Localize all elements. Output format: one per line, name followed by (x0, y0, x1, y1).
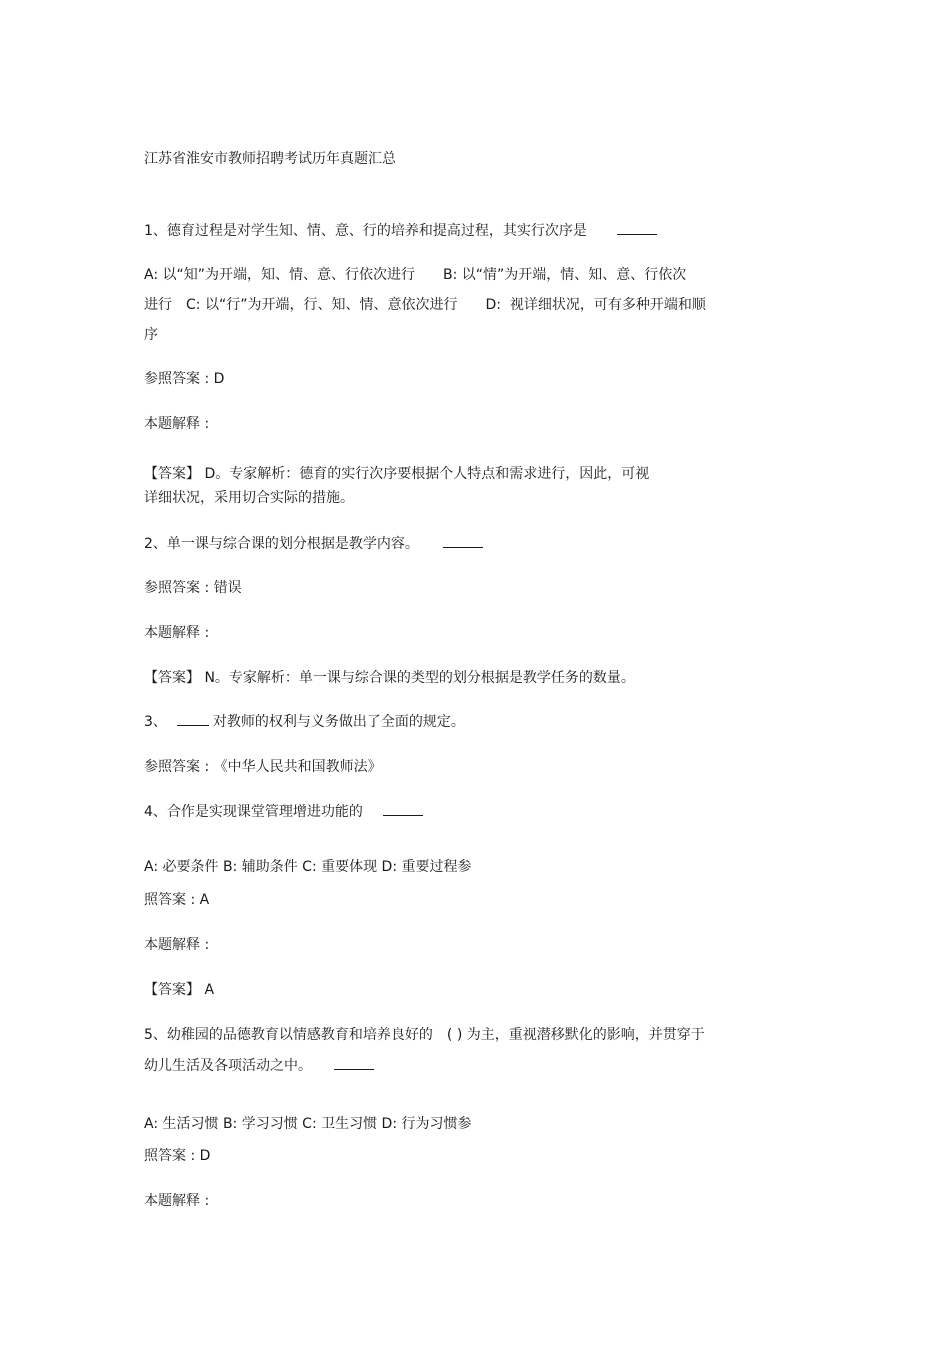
question-5-explain-label: 本题解释 : (144, 1193, 210, 1209)
question-2-explain-label: 本题解释 : (144, 625, 210, 641)
question-2-answer: 参照答案 : 错误 (144, 580, 242, 596)
question-4-option-line: A: 必要条件 B: 辅助条件 C: 重要体现 D: 重要过程参 (144, 859, 472, 875)
question-4-explain-label: 本题解释 : (144, 937, 210, 953)
question-1-explain-line: 【答案】 D。专家解析：德育的实行次序要根据个人特点和需求进行，因此，可视 (144, 466, 650, 482)
question-1-explain-line: 详细状况，采用切合实际的措施。 (144, 490, 354, 506)
question-1-option-line: 进行 C: 以“行”为开端，行、知、情、意依次进行 D: 视详细状况，可有多种开端和顺 (144, 297, 706, 313)
question-3-stem: 3、 对教师的权利与义务做出了全面的规定。 (144, 714, 465, 730)
question-2-stem: 2、单一课与综合课的划分根据是教学内容。 (144, 535, 483, 553)
question-4-explain-line: 【答案】 A (144, 982, 215, 998)
question-1-option-line: A: 以“知”为开端，知、情、意、行依次进行 B: 以“情”为开端，情、知、意、行依次 (144, 267, 687, 283)
answer-blank (177, 713, 209, 726)
question-5-option-line: A: 生活习惯 B: 学习习惯 C: 卫生习惯 D: 行为习惯参 (144, 1116, 472, 1132)
question-5-stem-line: 5、幼稚园的品德教育以情感教育和培养良好的 ( ) 为主，重视潜移默化的影响，并贯穿于 (144, 1027, 705, 1043)
question-5-option-line: 照答案 : D (144, 1148, 211, 1164)
question-5-stem-line: 幼儿生活及各项活动之中。 (144, 1057, 374, 1075)
question-1-explain-label: 本题解释 : (144, 416, 210, 432)
answer-blank (383, 803, 423, 816)
answer-blank (334, 1057, 374, 1070)
answer-blank (443, 535, 483, 548)
question-1-option-line: 序 (144, 327, 158, 343)
question-2-explain-line: 【答案】 N。专家解析：单一课与综合课的类型的划分根据是教学任务的数量。 (144, 670, 635, 686)
question-3-answer: 参照答案 : 《中华人民共和国教师法》 (144, 759, 382, 775)
question-1-answer: 参照答案 : D (144, 371, 225, 387)
question-1-stem: 1、德育过程是对学生知、情、意、行的培养和提高过程，其实行次序是 (144, 222, 657, 240)
document-title: 江苏省淮安市教师招聘考试历年真题汇总 (144, 151, 396, 167)
question-4-option-line: 照答案 : A (144, 892, 210, 908)
question-4-stem: 4、合作是实现课堂管理增进功能的 (144, 803, 423, 821)
answer-blank (617, 222, 657, 235)
